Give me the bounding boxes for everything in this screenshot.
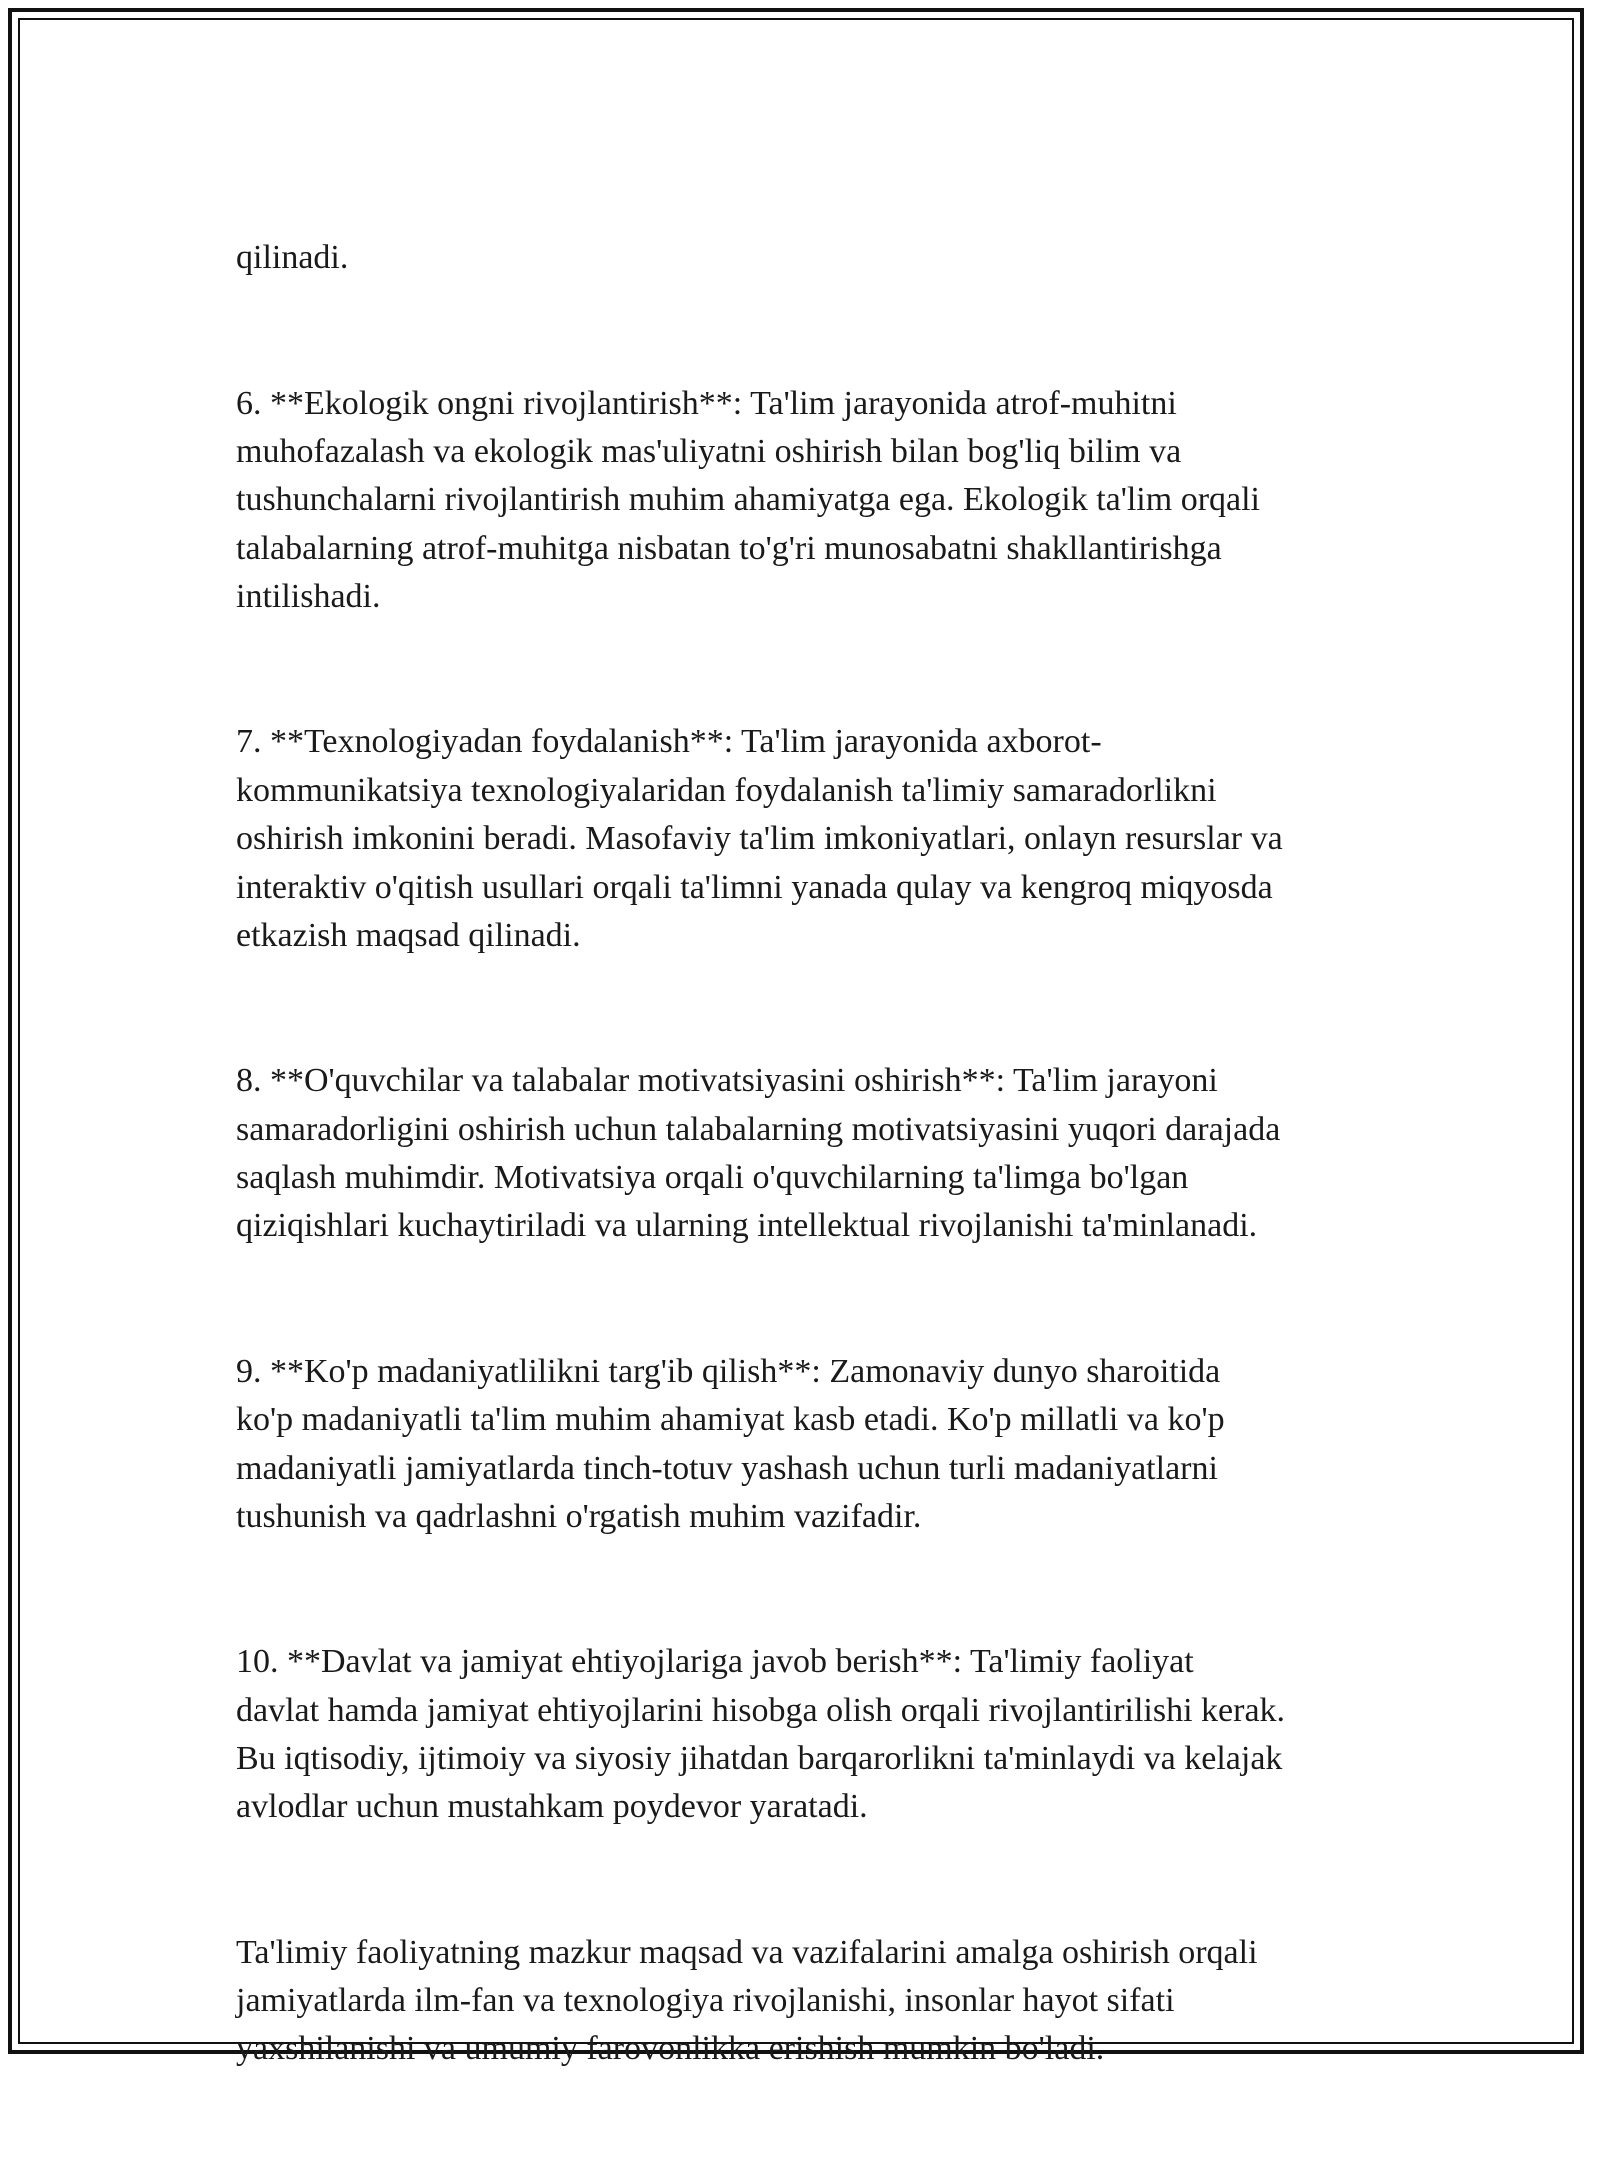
paragraph-item-6: 6. **Ekologik ongni rivojlantirish**: Ta'lim jarayonida atrof-muhitni muhofazalash va ekologik mas'uliyatni oshirish bilan bog'liq bilim va tushunchalarni rivojlantirish muhim ahamiyatga ega. Ekologik ta'lim orqali talabalarning atrof-muhitga nisbatan to'g'ri munosabatni shakllantirishga intilishadi. [236,384,1261,616]
paragraph-item-8: 8. **O'quvchilar va talabalar motivatsiyasini oshirish**: Ta'lim jarayoni samaradorligini oshirish uchun talabalarning motivatsiyasini yuqori darajada saqlash muhimdir. Motivatsiya orqali o'quvchilarning ta'limga bo'lgan qiziqishlari kuchaytiriladi va ularning intellektual rivojlanishi ta'minlanadi. [236,1062,1281,1245]
paragraph-continuation: qilinadi. [236,239,349,277]
paragraph-item-7: 7. **Texnologiyadan foydalanish**: Ta'lim jarayonida axborot- kommunikatsiya texnologiyalaridan foydalanish ta'limiy samaradorlikni oshirish imkonini beradi. Masofaviy ta'lim imkoniyatlari, onlayn resurslar va interaktiv o'qitish usullari orqali ta'limni yanada qulay va kengroq miqyosda etkazish maqsad qilinadi. [236,723,1283,955]
document-body [236,186,1376,2171]
paragraph-item-9: 9. **Ko'p madaniyatlilikni targ'ib qilish**: Zamonaviy dunyo sharoitida ko'p madaniyatli ta'lim muhim ahamiyat kasb etadi. Ko'p millatli va ko'p madaniyatli jamiyatlarda tinch-totuv yashash uchun turli madaniyatlarni tushunish va qadrlashni o'rgatish muhim vazifadir. [236,1352,1225,1535]
paragraph-item-10: 10. **Davlat va jamiyat ehtiyojlariga javob berish**: Ta'limiy faoliyat davlat hamda jamiyat ehtiyojlarini hisobga olish orqali rivojlantirilishi kerak. Bu iqtisodiy, ijtimoiy va siyosiy jihatdan barqarorlikni ta'minlaydi va kelajak avlodlar uchun mustahkam poydevor yaratadi. [236,1643,1286,1826]
paragraph-conclusion: Ta'limiy faoliyatning mazkur maqsad va vazifalarini amalga oshirish orqali jamiyatlarda ilm-fan va texnologiya rivojlanishi, insonlar hayot sifati yaxshilanishi va umumiy farovonlikka erishish mumkin bo'ladi. [236,1933,1258,2068]
